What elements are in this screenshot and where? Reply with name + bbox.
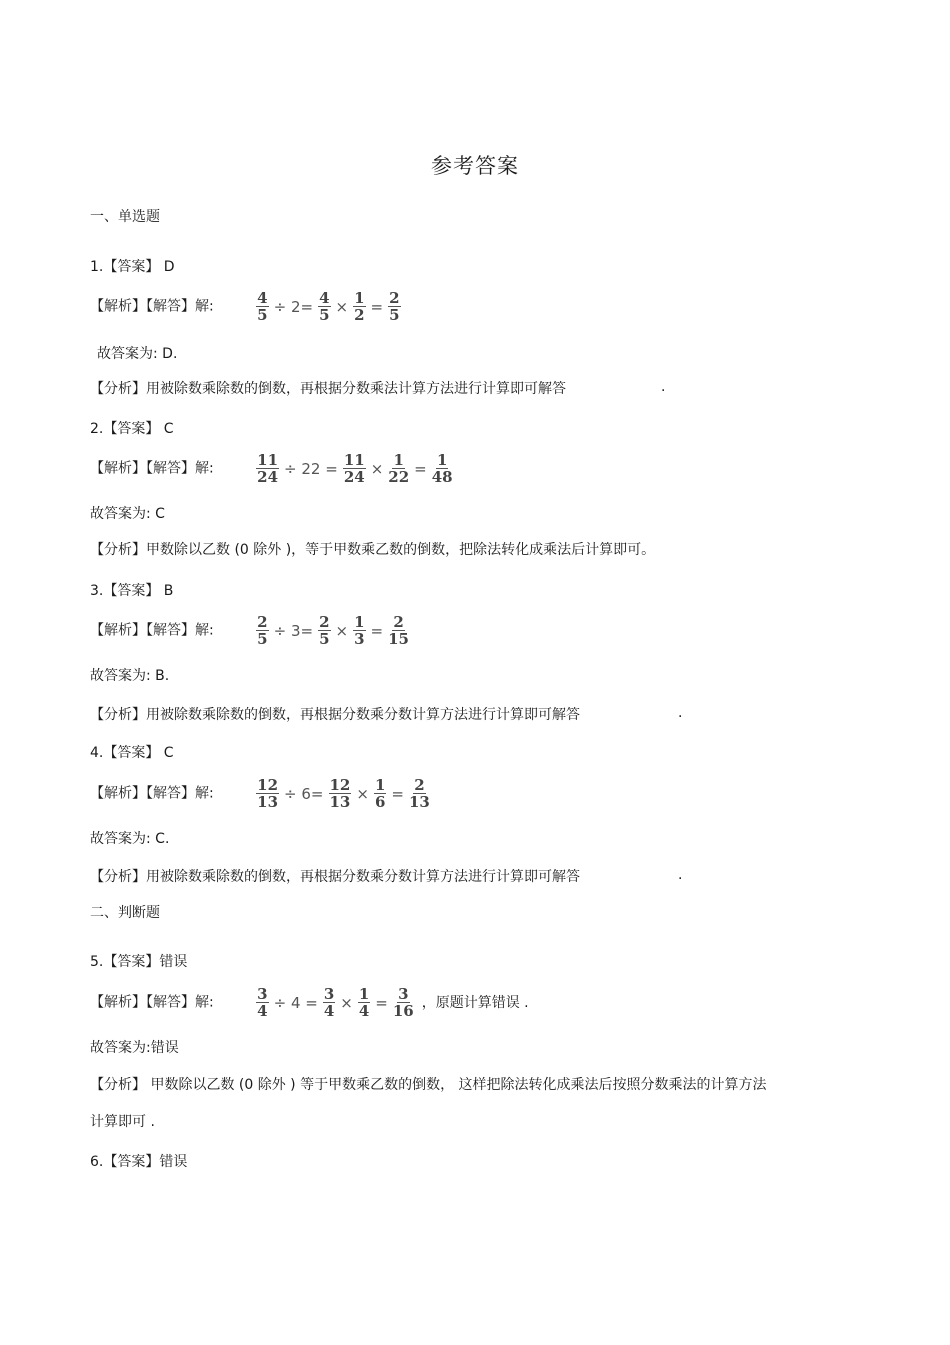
section-heading-true-false: 二、判断题: [90, 905, 160, 921]
q3-analysis: 【分析】用被除数乘除数的倒数，再根据分数乘分数计算方法进行计算即可解答: [90, 707, 580, 723]
q4-solution: [90, 777, 432, 810]
fraction: $\frac{4}{5}$: [319, 289, 330, 324]
q5-conclusion: 故答案为:错误: [90, 1040, 179, 1056]
q3-conclusion: 故答案为: B.: [90, 668, 170, 684]
fraction: $\frac{12}{13}$: [329, 776, 351, 811]
fraction: $\frac{1}{3}$: [354, 613, 365, 648]
fraction: $\frac{1}{48}$: [431, 451, 453, 486]
q4-solution-label: 【解析】【解答】解:: [90, 785, 214, 802]
fraction: $\frac{1}{22}$: [388, 451, 410, 486]
q1-formula: $\frac{4}{5}$ ÷ 2= $\frac{4}{5}$ × $\frac{1}{2}$ = $\frac{2}{5}$: [257, 289, 400, 324]
q1-analysis-period: .: [661, 379, 666, 395]
q5-analysis-line1: 【分析】 甲数除以乙数 (0 除外 ) 等于甲数乘乙数的倒数， 这样把除法转化成乘法后按照分数乘法的计算方法: [90, 1077, 767, 1093]
fraction: $\frac{11}{24}$: [343, 451, 365, 486]
q4-conclusion: 故答案为: C.: [90, 831, 170, 847]
fraction: $\frac{1}{2}$: [354, 289, 365, 324]
fraction: $\frac{3}{4}$: [323, 985, 335, 1020]
fraction: $\frac{11}{24}$: [257, 451, 279, 486]
q2-solution: [90, 452, 455, 485]
q3-analysis-period: .: [678, 705, 683, 721]
q2-solution-label: 【解析】【解答】解:: [90, 460, 214, 477]
q5-formula: $\frac{3}{4}$ ÷ 4 = $\frac{3}{4}$ × $\frac{1}{4}$ = $\frac{3}{16}$ ，原题计算错误 .: [257, 985, 529, 1020]
q5-answer: 5.【答案】错误: [90, 954, 188, 970]
q5-analysis-line2: 计算即可 .: [90, 1114, 155, 1130]
fraction: $\frac{4}{5}$: [257, 289, 268, 324]
q5-verdict: ，原题计算错误 .: [421, 994, 529, 1011]
fraction: $\frac{1}{6}$: [374, 776, 386, 811]
fraction: $\frac{2}{5}$: [257, 613, 268, 648]
fraction: $\frac{2}{13}$: [408, 776, 430, 811]
page-title: 参考答案: [431, 154, 519, 178]
q5-solution: [90, 986, 529, 1019]
q1-analysis: 【分析】用被除数乘除数的倒数，再根据分数乘法计算方法进行计算即可解答: [90, 381, 566, 397]
q4-analysis: 【分析】用被除数乘除数的倒数，再根据分数乘分数计算方法进行计算即可解答: [90, 869, 580, 885]
q3-solution: [90, 614, 411, 647]
q1-solution-label: 【解析】【解答】解:: [90, 298, 214, 315]
fraction: $\frac{2}{15}$: [388, 613, 409, 648]
section-heading-single-choice: 一、单选题: [90, 209, 160, 225]
fraction: $\frac{2}{5}$: [319, 613, 330, 648]
q1-conclusion: 故答案为: D.: [97, 346, 178, 362]
q2-conclusion: 故答案为: C: [90, 506, 165, 522]
q2-formula: $\frac{11}{24}$ ÷ 22 = $\frac{11}{24}$ × $\frac{1}{22}$ = $\frac{1}{48}$: [257, 451, 453, 486]
q3-formula: $\frac{2}{5}$ ÷ 3= $\frac{2}{5}$ × $\frac{1}{3}$ = $\frac{2}{15}$: [257, 613, 409, 648]
q4-formula: $\frac{12}{13}$ ÷ 6= $\frac{12}{13}$ × $\frac{1}{6}$ = $\frac{2}{13}$: [257, 776, 430, 811]
q2-answer: 2.【答案】 C: [90, 421, 174, 437]
q1-solution: [90, 290, 403, 323]
q4-answer: 4.【答案】 C: [90, 745, 174, 761]
fraction: $\frac{3}{16}$: [392, 985, 414, 1020]
q3-answer: 3.【答案】 B: [90, 583, 174, 599]
q4-analysis-period: .: [678, 867, 683, 883]
q3-solution-label: 【解析】【解答】解:: [90, 622, 214, 639]
q1-answer: 1.【答案】 D: [90, 259, 175, 275]
q5-solution-label: 【解析】【解答】解:: [90, 994, 214, 1011]
fraction: $\frac{2}{5}$: [389, 289, 400, 324]
q2-analysis: 【分析】甲数除以乙数 (0 除外 )，等于甲数乘乙数的倒数，把除法转化成乘法后计算即可。: [90, 542, 656, 558]
fraction: $\frac{1}{4}$: [358, 985, 370, 1020]
fraction: $\frac{12}{13}$: [257, 776, 279, 811]
fraction: $\frac{3}{4}$: [257, 985, 268, 1020]
q6-answer: 6.【答案】错误: [90, 1154, 188, 1170]
